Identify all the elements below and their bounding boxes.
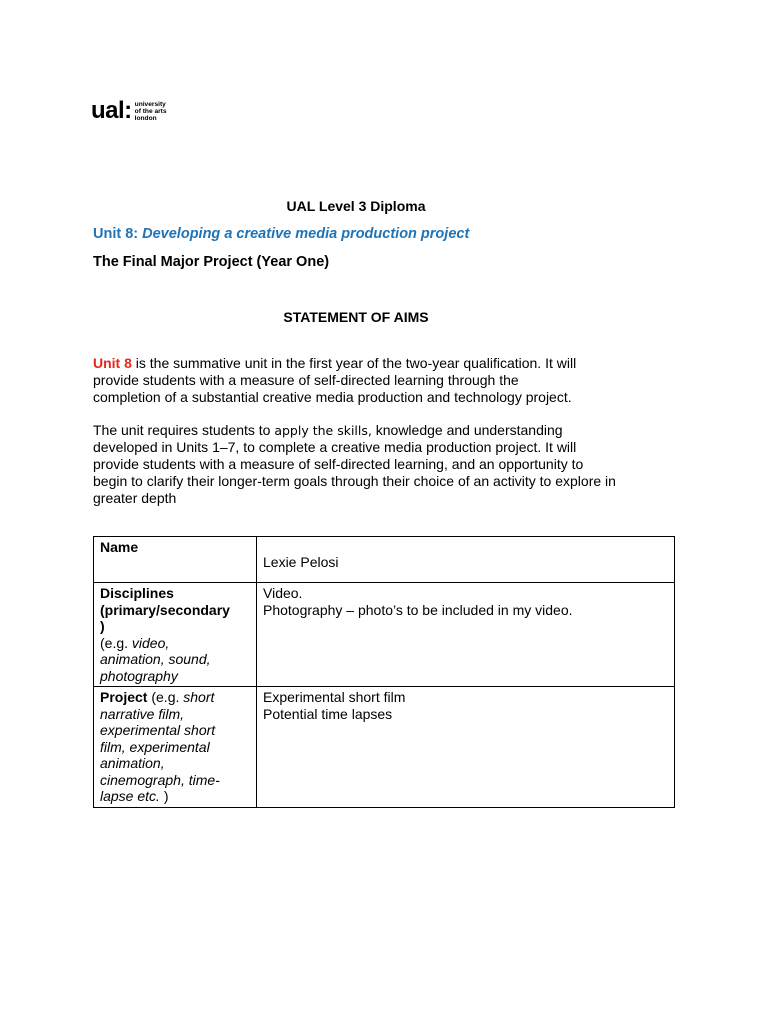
project-hint: film, experimental — [100, 738, 210, 755]
aims-form-table — [93, 536, 675, 808]
emphasis-text: apply the skills, — [274, 423, 372, 438]
disciplines-label-cell — [94, 583, 257, 687]
paragraph-line: Unit 8 is the summative unit in the first year of the two-year qualification. It will — [93, 355, 577, 371]
project-value[interactable]: Experimental short film — [263, 689, 406, 705]
row-name — [94, 537, 675, 583]
disciplines-value[interactable]: Video. — [263, 585, 303, 601]
unit-title: Developing a creative media production project — [142, 226, 470, 242]
project-value-cell[interactable] — [257, 687, 675, 808]
row-disciplines — [94, 583, 675, 687]
project-hint: experimental short — [100, 722, 216, 738]
project-label: Project — [100, 689, 148, 705]
disciplines-hint: animation, sound, — [100, 651, 211, 667]
logo-line: of the arts — [134, 107, 167, 115]
paragraph-unit-summary — [93, 355, 683, 406]
paragraph-line: provide students with a measure of self-directed learning through the — [93, 372, 519, 388]
paragraph-line: begin to clarify their longer-term goals through their choice of an activity to explore in — [93, 473, 616, 489]
disciplines-label-sub: (primary/secondary — [100, 601, 230, 618]
project-subtitle: The Final Major Project (Year One) — [93, 254, 330, 270]
project-value[interactable]: Potential time lapses — [263, 705, 393, 722]
logo-mark: ual: — [91, 97, 132, 124]
disciplines-value[interactable]: Photography – photo’s to be included in my video. — [263, 601, 573, 618]
logo-line: london — [134, 114, 157, 122]
project-hint: narrative film, — [100, 705, 185, 722]
paragraph-line: greater depth — [93, 490, 177, 506]
logo-wordmark — [135, 101, 167, 122]
unit-heading — [93, 226, 469, 243]
name-label-cell — [94, 537, 257, 583]
ual-logo — [91, 96, 167, 126]
disciplines-hint: photography — [100, 667, 178, 684]
name-label: Name — [100, 539, 139, 555]
paragraph-unit-requirements — [93, 422, 683, 507]
disciplines-hint: (e.g. video, — [100, 634, 170, 651]
project-hint: lapse etc. ) — [100, 788, 169, 804]
document-title: UAL Level 3 Diploma — [286, 198, 426, 214]
section-heading: STATEMENT OF AIMS — [283, 309, 429, 325]
disciplines-label-sub: ) — [100, 618, 105, 634]
paragraph-line: developed in Units 1–7, to complete a creative media production project. It will — [93, 439, 577, 455]
name-value-cell[interactable] — [257, 537, 675, 583]
unit-highlight: Unit 8 — [93, 355, 132, 371]
disciplines-value-cell[interactable] — [257, 583, 675, 687]
paragraph-line: provide students with a measure of self-directed learning, and an opportunity to — [93, 456, 584, 472]
paragraph-line: completion of a substantial creative media production and technology project. — [93, 389, 572, 405]
row-project — [94, 687, 675, 808]
project-label-line: Project (e.g. short — [100, 689, 215, 705]
logo-line: university — [134, 100, 166, 108]
project-hint: animation, — [100, 755, 165, 771]
project-label-cell — [94, 687, 257, 808]
unit-prefix: Unit 8: — [93, 226, 139, 242]
disciplines-label: Disciplines — [100, 585, 174, 601]
paragraph-line: The unit requires students to apply the skills, knowledge and understanding — [93, 422, 563, 438]
name-value[interactable]: Lexie Pelosi — [263, 554, 339, 570]
project-hint: cinemograph, time- — [100, 771, 220, 788]
